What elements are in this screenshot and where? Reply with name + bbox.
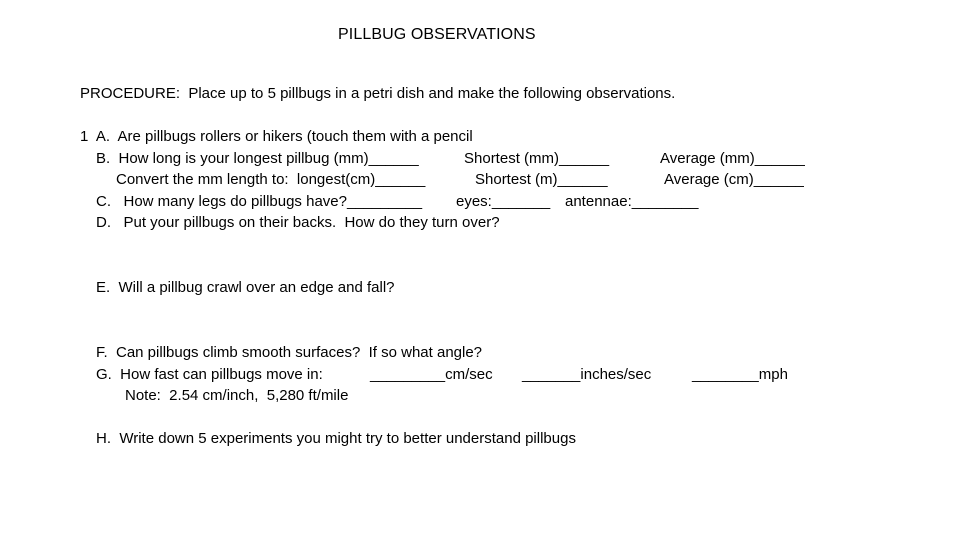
question-g-inches-per-sec: _______inches/sec [522, 366, 652, 383]
question-b-convert-shortest: Shortest (m)______ [475, 171, 608, 188]
procedure-text: PROCEDURE: Place up to 5 pillbugs in a petri dish and make the following observations. [80, 85, 676, 102]
question-g: G. How fast can pillbugs move in: [96, 366, 323, 383]
question-g-mph: ________mph [692, 366, 788, 383]
question-b-shortest: Shortest (mm)______ [464, 150, 610, 167]
question-g-note: Note: 2.54 cm/inch, 5,280 ft/mile [125, 387, 349, 404]
question-c-antennae: antennae:________ [565, 193, 699, 210]
question-d: D. Put your pillbugs on their backs. How do they turn over? [96, 214, 500, 231]
question-b-convert-longest: Convert the mm length to: longest(cm)______ [116, 171, 426, 188]
page-title: PILLBUG OBSERVATIONS [338, 26, 536, 43]
question-b-longest: B. How long is your longest pillbug (mm)______ [96, 150, 419, 167]
question-g-cm-per-sec: _________cm/sec [370, 366, 493, 383]
question-b-average: Average (mm)______ [660, 150, 805, 167]
question-e: E. Will a pillbug crawl over an edge and fall? [96, 279, 395, 296]
question-f: F. Can pillbugs climb smooth surfaces? If so what angle? [96, 344, 483, 361]
question-b-convert-average: Average (cm)______ [664, 171, 804, 188]
question-c-eyes: eyes:_______ [456, 193, 551, 210]
question-h: H. Write down 5 experiments you might try to better understand pillbugs [96, 430, 576, 447]
question-a: 1 A. Are pillbugs rollers or hikers (touch them with a pencil [80, 128, 473, 145]
question-c-legs: C. How many legs do pillbugs have?_________ [96, 193, 423, 210]
